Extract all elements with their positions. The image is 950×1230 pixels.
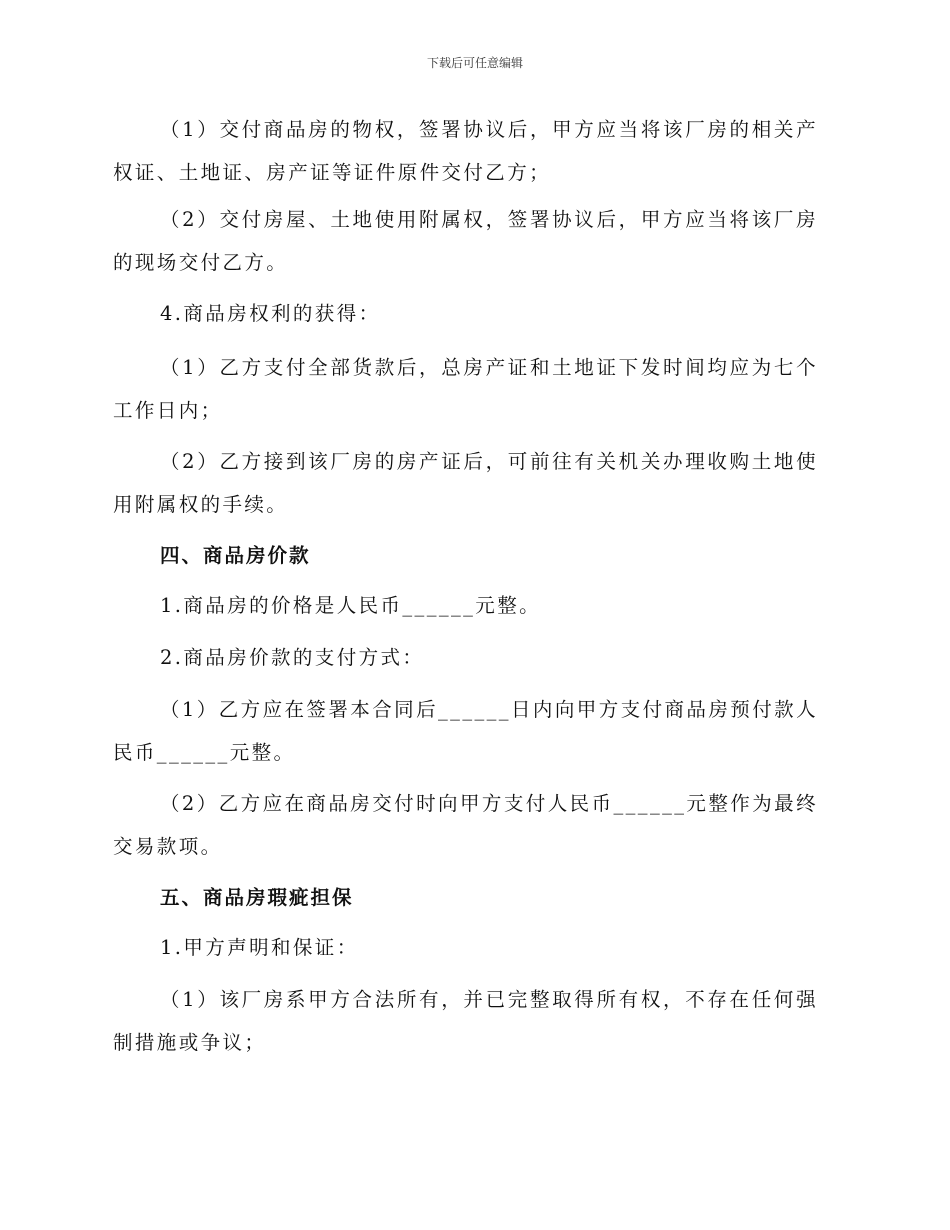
paragraph-9: （2）乙方应在商品房交付时向甲方支付人民币______元整作为最终交易款项。 <box>113 792 818 858</box>
paragraph-3: 4.商品房权利的获得： <box>160 302 381 325</box>
paragraph-5: （2）乙方接到该厂房的房产证后，可前往有关机关办理收购土地使用附属权的手续。 <box>113 450 818 516</box>
paragraph-8: （1）乙方应在签署本合同后______日内向甲方支付商品房预付款人民币______元整。 <box>113 698 818 764</box>
section-heading-5: 五、商品房瑕疵担保 <box>160 886 354 909</box>
paragraph-6: 1.商品房的价格是人民币______元整。 <box>160 594 542 617</box>
paragraph-11: （1）该厂房系甲方合法所有，并已完整取得所有权，不存在任何强制措施或争议； <box>113 988 818 1054</box>
paragraph-10: 1.甲方声明和保证： <box>160 936 359 959</box>
section-heading-4: 四、商品房价款 <box>160 544 311 567</box>
paragraph-7: 2.商品房价款的支付方式： <box>160 646 425 669</box>
page-header: 下载后可任意编辑 <box>426 56 523 70</box>
paragraph-1: （1）交付商品房的物权，签署协议后，甲方应当将该厂房的相关产权证、土地证、房产证等证件原件交付乙方； <box>113 118 818 184</box>
paragraph-4: （1）乙方支付全部货款后，总房产证和土地证下发时间均应为七个工作日内； <box>113 356 818 422</box>
paragraph-2: （2）交付房屋、土地使用附属权，签署协议后，甲方应当将该厂房的现场交付乙方。 <box>113 208 818 274</box>
